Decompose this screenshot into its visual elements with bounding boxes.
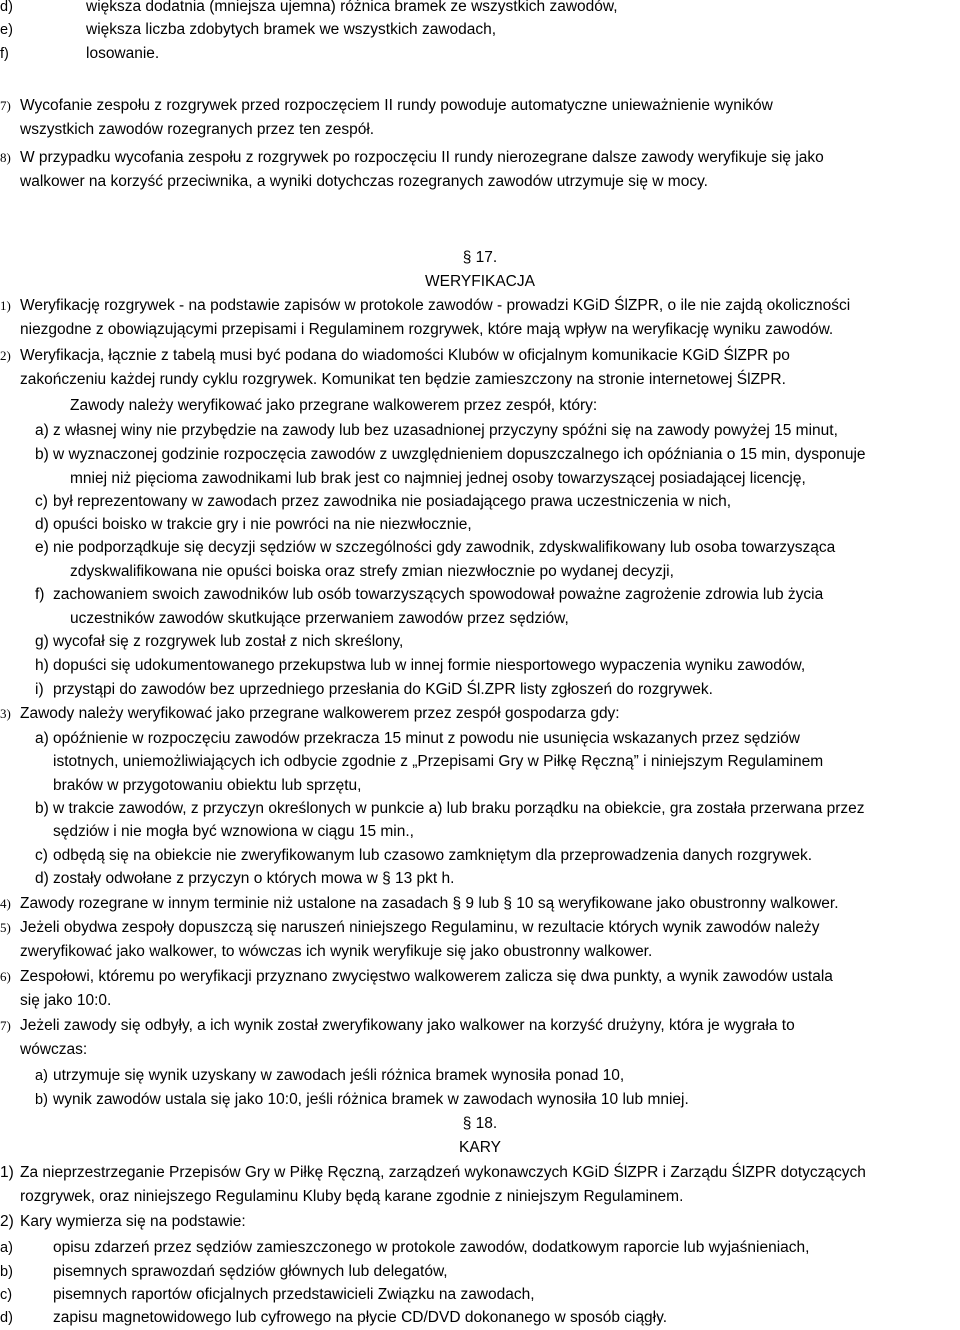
section-title: KARY: [459, 1139, 501, 1156]
point-marker: 1): [0, 1164, 14, 1181]
list-item: zostały odwołane z przyczyn o których mowa w § 13 pkt h.: [53, 870, 455, 887]
section-title: WERYFIKACJA: [425, 273, 535, 290]
list-marker: f): [0, 46, 9, 62]
list-item: utrzymuje się wynik uzyskany w zawodach jeśli różnica bramek wynosiła ponad 10,: [53, 1067, 625, 1084]
list-marker: d): [0, 0, 13, 15]
point-marker: 3): [0, 706, 11, 721]
point-7-line: wszystkich zawodów rozegranych przez ten zespół.: [20, 121, 375, 138]
list-item: nie podporządkuje się decyzji sędziów w szczególności gdy zawodnik, zdyskwalifikowany lub osoba towarzysząca: [53, 539, 836, 556]
list-marker: a): [35, 1068, 48, 1084]
paragraph-line: Jeżeli obydwa zespoły dopuszczą się naruszeń niniejszego Regulaminu, w rezultacie których wynik zawodów należy: [20, 919, 820, 936]
list-marker: a): [35, 730, 49, 747]
point-marker: 1): [0, 298, 11, 313]
list-item-continuation: braków w przygotowaniu obiektu lub sprzętu,: [53, 777, 362, 794]
list-item: opisu zdarzeń przez sędziów zamieszczonego w protokole zawodów, dodatkowym raporcie lub wyjaśnieniach,: [53, 1239, 810, 1256]
point-7-line: Wycofanie zespołu z rozgrywek przed rozpoczęciem II rundy powoduje automatyczne unieważnienie wyników: [20, 97, 773, 114]
list-item: zachowaniem swoich zawodników lub osób towarzyszących spowodował poważne zagrożenie zdrowia lub życia: [53, 586, 824, 603]
paragraph-line: Weryfikację rozgrywek - na podstawie zapisów w protokole zawodów - prowadzi KGiD ŚlZPR, o ile nie zajdą okoliczności: [20, 297, 851, 314]
paragraph-line: Zawody należy weryfikować jako przegrane walkowerem przez zespół gospodarza gdy:: [20, 705, 620, 722]
list-marker: b): [0, 1264, 13, 1280]
section-number: § 18.: [462, 1115, 498, 1132]
list-marker: c): [35, 847, 48, 864]
paragraph-line: rozgrywek, oraz niniejszego Regulaminu Kluby będą karane zgodnie z niniejszym Regulaminem.: [20, 1188, 684, 1205]
list-marker: c): [35, 493, 48, 510]
section-number: § 17.: [462, 249, 498, 266]
paragraph-line: niezgodne z obowiązującymi przepisami i Regulaminem rozgrywek, które mają wpływ na weryfikację wyniku zawodów.: [20, 321, 834, 338]
list-item-continuation: istotnych, uniemożliwiających ich odbycie zgodnie z „Przepisami Gry w Piłkę Ręczną” i niniejszym Regulaminem: [53, 753, 824, 770]
paragraph-line: zweryfikować jako walkower, to wówczas ich wynik weryfikuje się jako obustronny walkower.: [20, 943, 653, 960]
point-marker: 6): [0, 969, 11, 984]
point-8-line: walkower na korzyść przeciwnika, a wyniki dotychczas rozegranych zawodów utrzymuje się w mocy.: [20, 173, 708, 190]
paragraph-line: wówczas:: [20, 1041, 88, 1058]
list-item: pisemnych raportów oficjalnych przedstawicieli Związku na zawodach,: [53, 1286, 535, 1303]
list-item: w trakcie zawodów, z przyczyn określonych w punkcie a) lub braku porządku na obiekcie, gra została przerwana przez: [53, 800, 865, 817]
point-marker: 2): [0, 1213, 14, 1230]
list-item: zapisu magnetowidowego lub cyfrowego na płycie CD/DVD dokonanego w sposób ciągły.: [53, 1309, 668, 1326]
list-marker: a): [35, 422, 49, 439]
point-marker: 8): [0, 150, 11, 165]
list-marker: g): [35, 633, 49, 650]
paragraph-line: Zawody rozegrane w innym terminie niż ustalone na zasadach § 9 lub § 10 są weryfikowane jako obustronny walkower.: [20, 895, 839, 912]
list-item: wynik zawodów ustala się jako 10:0, jeśli różnica bramek w zawodach wynosiła 10 lub mniej.: [53, 1091, 689, 1108]
list-marker: e): [35, 539, 49, 556]
list-marker: h): [35, 657, 49, 674]
list-item: większa dodatnia (mniejsza ujemna) różnica bramek ze wszystkich zawodów,: [86, 0, 618, 15]
point-marker: 5): [0, 920, 11, 935]
list-item: był reprezentowany w zawodach przez zawodnika nie posiadającego prawa uczestniczenia w nich,: [53, 493, 732, 510]
list-item: losowanie.: [86, 45, 160, 62]
paragraph-line: Weryfikacja, łącznie z tabelą musi być podana do wiadomości Klubów w oficjalnym komunikacie KGiD ŚlZPR po: [20, 347, 790, 364]
list-item: wycofał się z rozgrywek lub został z nich skreślony,: [53, 633, 404, 650]
list-marker: b): [35, 800, 49, 817]
paragraph-line: Zespołowi, któremu po weryfikacji przyznano zwycięstwo walkowerem zalicza się dwa punkty, a wynik zawodów ustala: [20, 968, 833, 985]
list-item: odbędą się na obiekcie nie zweryfikowanym lub czasowo zamkniętym dla przeprowadzenia danych rozgrywek.: [53, 847, 813, 864]
list-item: dopuści się udokumentowanego przekupstwa lub w innej formie niesportowego wypaczenia wyniku zawodów,: [53, 657, 806, 674]
list-intro: Zawody należy weryfikować jako przegrane walkowerem przez zespół, który:: [70, 397, 598, 414]
list-item: z własnej winy nie przybędzie na zawody lub bez uzasadnionej przyczyny spóźni się na zawody powyżej 15 minut,: [53, 422, 838, 439]
list-marker: b): [35, 446, 49, 463]
paragraph-line: zakończeniu każdej rundy cyklu rozgrywek. Komunikat ten będzie zamieszczony na stronie internetowej ŚlZPR.: [20, 371, 786, 388]
point-marker: 2): [0, 348, 11, 363]
point-marker: 7): [0, 98, 11, 113]
list-item-continuation: uczestników zawodów skutkujące przerwaniem zawodów przez sędziów,: [70, 610, 569, 627]
list-marker: i): [35, 681, 44, 698]
list-item: w wyznaczonej godzinie rozpoczęcia zawodów z uwzględnieniem dopuszczalnego ich opóźniania o 15 min, dysponuje: [53, 446, 866, 463]
point-8-line: W przypadku wycofania zespołu z rozgrywek po rozpoczęciu II rundy nierozegrane dalsze zawody weryfikuje się jako: [20, 149, 824, 166]
list-marker: d): [35, 516, 49, 533]
paragraph-line: Za nieprzestrzeganie Przepisów Gry w Piłkę Ręczną, zarządzeń wykonawczych KGiD ŚlZPR i Zarządu ŚlZPR dotyczących: [20, 1164, 866, 1181]
point-marker: 4): [0, 896, 11, 911]
list-marker: e): [0, 22, 13, 38]
list-item-continuation: mniej niż pięcioma zawodnikami lub brak jest co najmniej jednej osoby towarzyszącej posiadającej licencję,: [70, 470, 806, 487]
paragraph-line: Jeżeli zawody się odbyły, a ich wynik został zweryfikowany jako walkower na korzyść drużyny, która je wygrała to: [20, 1017, 795, 1034]
list-marker: a): [0, 1240, 13, 1256]
list-marker: f): [35, 586, 45, 603]
paragraph-line: się jako 10:0.: [20, 992, 112, 1009]
list-marker: d): [0, 1310, 13, 1326]
list-item: pisemnych sprawozdań sędziów głównych lub delegatów,: [53, 1263, 448, 1280]
list-marker: d): [35, 870, 49, 887]
list-marker: b): [35, 1092, 48, 1108]
list-item: opuści boisko w trakcie gry i nie powróci na nie niezwłocznie,: [53, 516, 472, 533]
list-item: opóźnienie w rozpoczęciu zawodów przekracza 15 minut z powodu nie usunięcia wskazanych przez sędziów: [53, 730, 800, 747]
list-item: przystąpi do zawodów bez uprzedniego przesłania do KGiD Śl.ZPR listy zgłoszeń do rozgrywek.: [53, 681, 713, 698]
list-item-continuation: zdyskwalifikowana nie opuści boiska oraz strefy zmian niezwłocznie po wydanej decyzji,: [70, 563, 674, 580]
point-marker: 7): [0, 1018, 11, 1033]
list-item-continuation: sędziów i nie mogła być wznowiona w ciągu 15 min.,: [53, 823, 414, 840]
list-marker: c): [0, 1287, 13, 1303]
list-item: większa liczba zdobytych bramek we wszystkich zawodach,: [86, 21, 497, 38]
paragraph-line: Kary wymierza się na podstawie:: [20, 1213, 246, 1230]
